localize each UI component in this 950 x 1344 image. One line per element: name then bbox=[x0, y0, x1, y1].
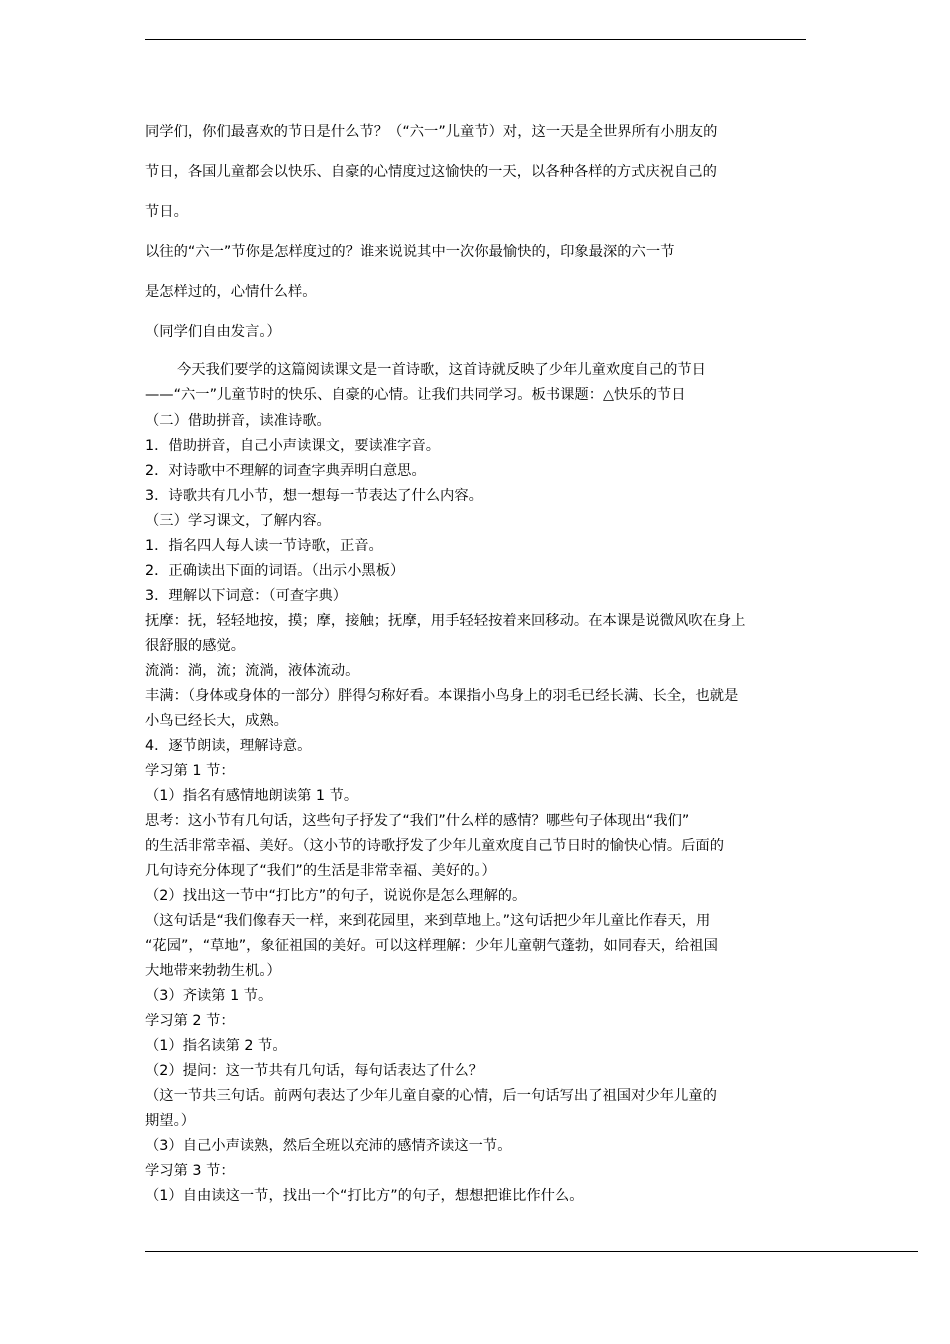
list-item: 3．理解以下词意：（可查字典） bbox=[145, 588, 348, 604]
list-item: （3）齐读第 1 节。 bbox=[145, 988, 273, 1004]
definition-line: 抚摩：抚，轻轻地按，摸；摩，接触；抚摩，用手轻轻按着来回移动。在本课是说微风吹在身上 bbox=[145, 613, 746, 629]
paragraph-line: 今天我们要学的这篇阅读课文是一首诗歌，这首诗就反映了少年儿童欢度自己的节日 bbox=[177, 362, 706, 378]
list-item: （2）找出这一节中“打比方”的句子，说说你是怎么理解的。 bbox=[145, 888, 527, 904]
paragraph-line: 的生活非常幸福、美好。（这小节的诗歌抒发了少年儿童欢度自己节日时的愉快心情。后面的 bbox=[145, 838, 725, 854]
list-item: 4．逐节朗读，理解诗意。 bbox=[145, 738, 312, 754]
definition-line: 很舒服的感觉。 bbox=[145, 638, 246, 654]
paragraph-line: 节日。 bbox=[145, 204, 188, 220]
footer-rule bbox=[145, 1251, 918, 1252]
list-item: 1．指名四人每人读一节诗歌，正音。 bbox=[145, 538, 383, 554]
definition-line: 丰满：（身体或身体的一部分）胖得匀称好看。本课指小鸟身上的羽毛已经长满、长全，也就是 bbox=[145, 688, 739, 704]
section-heading: （三）学习课文，了解内容。 bbox=[145, 513, 331, 529]
list-item: （2）提问：这一节共有几句话，每句话表达了什么？ bbox=[145, 1063, 483, 1079]
paragraph-line: 思考：这小节有几句话，这些句子抒发了“我们”什么样的感情？哪些句子体现出“我们” bbox=[145, 813, 690, 829]
definition-line: 流淌：淌，流；流淌，液体流动。 bbox=[145, 663, 360, 679]
paragraph-line: （这句话是“我们像春天一样，来到花园里，来到草地上。”这句话把少年儿童比作春天，用 bbox=[145, 913, 711, 929]
definition-line: 小鸟已经长大，成熟。 bbox=[145, 713, 288, 729]
paragraph-line: 几句诗充分体现了“我们”的生活是非常幸福、美好的。） bbox=[145, 863, 496, 879]
paragraph-line: 以往的“六一”节你是怎样度过的？谁来说说其中一次你最愉快的，印象最深的六一节 bbox=[145, 244, 675, 260]
paragraph-line: （这一节共三句话。前两句表达了少年儿童自豪的心情，后一句话写出了祖国对少年儿童的 bbox=[145, 1088, 717, 1104]
paragraph-line: ——“六一”儿童节时的快乐、自豪的心情。让我们共同学习。板书课题：△快乐的节日 bbox=[145, 387, 686, 403]
header-rule bbox=[145, 39, 806, 40]
section-heading: （二）借助拼音，读准诗歌。 bbox=[145, 413, 331, 429]
paragraph-line: “花园”，“草地”，象征祖国的美好。可以这样理解：少年儿童朝气蓬勃，如同春天，给祖国 bbox=[145, 938, 718, 954]
list-item: 2．正确读出下面的词语。（出示小黑板） bbox=[145, 563, 405, 579]
list-item: （3）自己小声读熟，然后全班以充沛的感情齐读这一节。 bbox=[145, 1138, 512, 1154]
list-item: 1．借助拼音，自己小声读课文，要读准字音。 bbox=[145, 438, 441, 454]
paragraph-line: 大地带来勃勃生机。） bbox=[145, 963, 281, 979]
list-item: 2．对诗歌中不理解的词查字典弄明白意思。 bbox=[145, 463, 426, 479]
paragraph-line: 期望。） bbox=[145, 1113, 196, 1129]
list-item: （1）指名有感情地朗读第 1 节。 bbox=[145, 788, 359, 804]
list-item: （1）指名读第 2 节。 bbox=[145, 1038, 287, 1054]
paragraph-line: 同学们，你们最喜欢的节日是什么节？（“六一”儿童节）对，这一天是全世界所有小朋友的 bbox=[145, 124, 718, 140]
subsection-heading: 学习第 1 节： bbox=[145, 763, 235, 779]
list-item: 3．诗歌共有几小节，想一想每一节表达了什么内容。 bbox=[145, 488, 483, 504]
subsection-heading: 学习第 2 节： bbox=[145, 1013, 235, 1029]
paragraph-line: 是怎样过的，心情什么样。 bbox=[145, 284, 317, 300]
paragraph-line: （同学们自由发言。） bbox=[145, 324, 281, 340]
subsection-heading: 学习第 3 节： bbox=[145, 1163, 235, 1179]
paragraph-line: 节日，各国儿童都会以快乐、自豪的心情度过这愉快的一天，以各种各样的方式庆祝自己的 bbox=[145, 164, 717, 180]
list-item: （1）自由读这一节，找出一个“打比方”的句子，想想把谁比作什么。 bbox=[145, 1188, 584, 1204]
